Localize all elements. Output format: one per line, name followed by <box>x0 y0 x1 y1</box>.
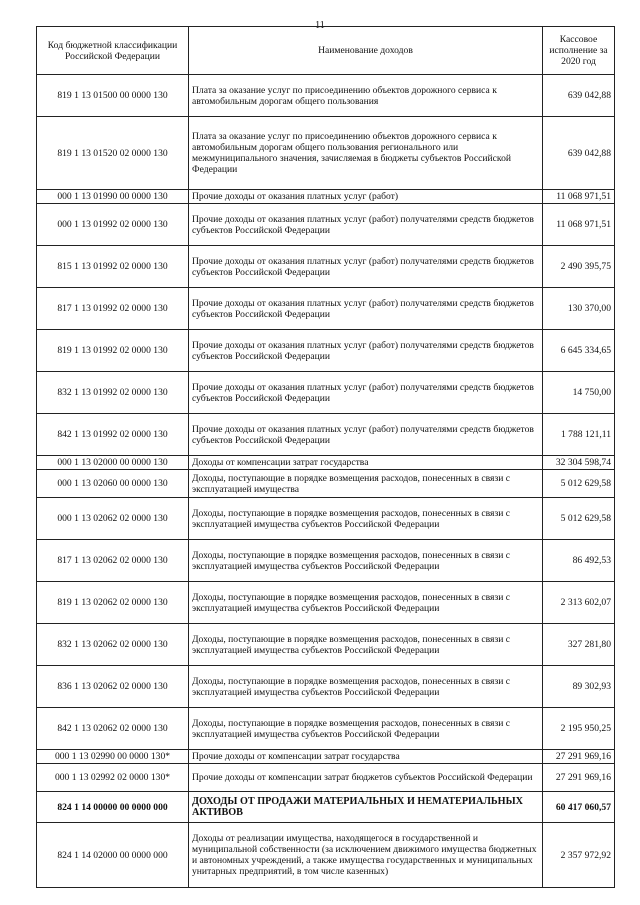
row-name: Прочие доходы от оказания платных услуг (работ) получателями средств бюджетов субъектов Российской Федерации <box>189 330 543 372</box>
row-code: 000 1 13 02060 00 0000 130 <box>37 470 189 498</box>
row-code: 000 1 13 02990 00 0000 130* <box>37 750 189 764</box>
table-row <box>37 666 615 708</box>
header-code: Код бюджетной классификации Российской Федерации <box>37 27 189 75</box>
table-row <box>37 750 615 764</box>
row-name: Доходы, поступающие в порядке возмещения расходов, понесенных в связи с эксплуатацией имущества субъектов Российской Федерации <box>189 666 543 708</box>
table-row <box>37 582 615 624</box>
table-row <box>37 190 615 204</box>
row-amount: 32 304 598,74 <box>543 456 615 470</box>
row-code: 832 1 13 02062 02 0000 130 <box>37 624 189 666</box>
row-amount: 639 042,88 <box>543 75 615 117</box>
table-row <box>37 246 615 288</box>
row-amount: 11 068 971,51 <box>543 190 615 204</box>
row-amount: 1 788 121,11 <box>543 414 615 456</box>
row-name: Прочие доходы от оказания платных услуг (работ) получателями средств бюджетов субъектов Российской Федерации <box>189 246 543 288</box>
table-row <box>37 372 615 414</box>
row-code: 000 1 13 01992 02 0000 130 <box>37 204 189 246</box>
row-code: 000 1 13 02062 02 0000 130 <box>37 498 189 540</box>
row-name: Прочие доходы от компенсации затрат государства <box>189 750 543 764</box>
page-number: 11 <box>315 20 325 31</box>
row-name: ДОХОДЫ ОТ ПРОДАЖИ МАТЕРИАЛЬНЫХ И НЕМАТЕРИАЛЬНЫХ АКТИВОВ <box>189 792 543 823</box>
table-row <box>37 823 615 888</box>
row-amount: 5 012 629,58 <box>543 498 615 540</box>
row-code: 824 1 14 00000 00 0000 000 <box>37 792 189 823</box>
row-amount: 86 492,53 <box>543 540 615 582</box>
table-row <box>37 414 615 456</box>
table-row <box>37 498 615 540</box>
row-code: 819 1 13 01520 02 0000 130 <box>37 117 189 190</box>
header-name: Наименование доходов <box>189 27 543 75</box>
row-name: Плата за оказание услуг по присоединению объектов дорожного сервиса к автомобильным дорогам общего пользования регионального или межмуниципального значения, зачисляемая в бюджеты субъектов Российской Федерации <box>189 117 543 190</box>
row-name: Доходы от реализации имущества, находящегося в государственной и муниципальной собственности (за исключением движимого имущества бюджетных и автономных учреждений, а также имущества государственных и муниципальных унитарных предприятий, в том числе казенных) <box>189 823 543 888</box>
row-amount: 5 012 629,58 <box>543 470 615 498</box>
row-code: 819 1 13 01500 00 0000 130 <box>37 75 189 117</box>
row-name: Доходы, поступающие в порядке возмещения расходов, понесенных в связи с эксплуатацией имущества субъектов Российской Федерации <box>189 540 543 582</box>
row-amount: 639 042,88 <box>543 117 615 190</box>
row-name: Прочие доходы от оказания платных услуг (работ) получателями средств бюджетов субъектов Российской Федерации <box>189 204 543 246</box>
row-name: Прочие доходы от оказания платных услуг (работ) получателями средств бюджетов субъектов Российской Федерации <box>189 372 543 414</box>
row-name: Прочие доходы от оказания платных услуг (работ) получателями средств бюджетов субъектов Российской Федерации <box>189 414 543 456</box>
row-name: Доходы, поступающие в порядке возмещения расходов, понесенных в связи с эксплуатацией имущества субъектов Российской Федерации <box>189 708 543 750</box>
row-name: Доходы, поступающие в порядке возмещения расходов, понесенных в связи с эксплуатацией имущества <box>189 470 543 498</box>
table-row <box>37 540 615 582</box>
table-row <box>37 792 615 823</box>
table-row <box>37 470 615 498</box>
row-amount: 60 417 060,57 <box>543 792 615 823</box>
row-code: 836 1 13 02062 02 0000 130 <box>37 666 189 708</box>
table-row <box>37 204 615 246</box>
row-code: 817 1 13 01992 02 0000 130 <box>37 288 189 330</box>
row-amount: 11 068 971,51 <box>543 204 615 246</box>
row-name: Прочие доходы от оказания платных услуг (работ) получателями средств бюджетов субъектов Российской Федерации <box>189 288 543 330</box>
row-code: 817 1 13 02062 02 0000 130 <box>37 540 189 582</box>
row-amount: 2 313 602,07 <box>543 582 615 624</box>
table-row <box>37 330 615 372</box>
row-name: Прочие доходы от компенсации затрат бюджетов субъектов Российской Федерации <box>189 764 543 792</box>
table-row <box>37 708 615 750</box>
row-code: 000 1 13 02992 02 0000 130* <box>37 764 189 792</box>
row-code: 842 1 13 01992 02 0000 130 <box>37 414 189 456</box>
row-amount: 14 750,00 <box>543 372 615 414</box>
row-code: 815 1 13 01992 02 0000 130 <box>37 246 189 288</box>
row-amount: 130 370,00 <box>543 288 615 330</box>
row-code: 824 1 14 02000 00 0000 000 <box>37 823 189 888</box>
row-code: 842 1 13 02062 02 0000 130 <box>37 708 189 750</box>
row-code: 000 1 13 02000 00 0000 130 <box>37 456 189 470</box>
row-name: Доходы, поступающие в порядке возмещения расходов, понесенных в связи с эксплуатацией имущества субъектов Российской Федерации <box>189 582 543 624</box>
row-code: 832 1 13 01992 02 0000 130 <box>37 372 189 414</box>
row-amount: 6 645 334,65 <box>543 330 615 372</box>
table-row <box>37 764 615 792</box>
row-code: 000 1 13 01990 00 0000 130 <box>37 190 189 204</box>
table-row <box>37 117 615 190</box>
row-amount: 2 490 395,75 <box>543 246 615 288</box>
row-name: Доходы, поступающие в порядке возмещения расходов, понесенных в связи с эксплуатацией имущества субъектов Российской Федерации <box>189 498 543 540</box>
row-name: Доходы, поступающие в порядке возмещения расходов, понесенных в связи с эксплуатацией имущества субъектов Российской Федерации <box>189 624 543 666</box>
row-amount: 89 302,93 <box>543 666 615 708</box>
row-name: Прочие доходы от оказания платных услуг (работ) <box>189 190 543 204</box>
table-row <box>37 624 615 666</box>
row-amount: 327 281,80 <box>543 624 615 666</box>
row-amount: 2 357 972,92 <box>543 823 615 888</box>
table-row <box>37 75 615 117</box>
table-header-row <box>37 27 615 75</box>
row-name: Доходы от компенсации затрат государства <box>189 456 543 470</box>
budget-revenue-table <box>36 26 615 888</box>
table-row <box>37 288 615 330</box>
row-amount: 27 291 969,16 <box>543 764 615 792</box>
table-row <box>37 456 615 470</box>
row-amount: 2 195 950,25 <box>543 708 615 750</box>
row-code: 819 1 13 01992 02 0000 130 <box>37 330 189 372</box>
row-code: 819 1 13 02062 02 0000 130 <box>37 582 189 624</box>
row-name: Плата за оказание услуг по присоединению объектов дорожного сервиса к автомобильным дорогам общего пользования <box>189 75 543 117</box>
row-amount: 27 291 969,16 <box>543 750 615 764</box>
header-amount: Кассовое исполнение за 2020 год <box>543 27 615 75</box>
